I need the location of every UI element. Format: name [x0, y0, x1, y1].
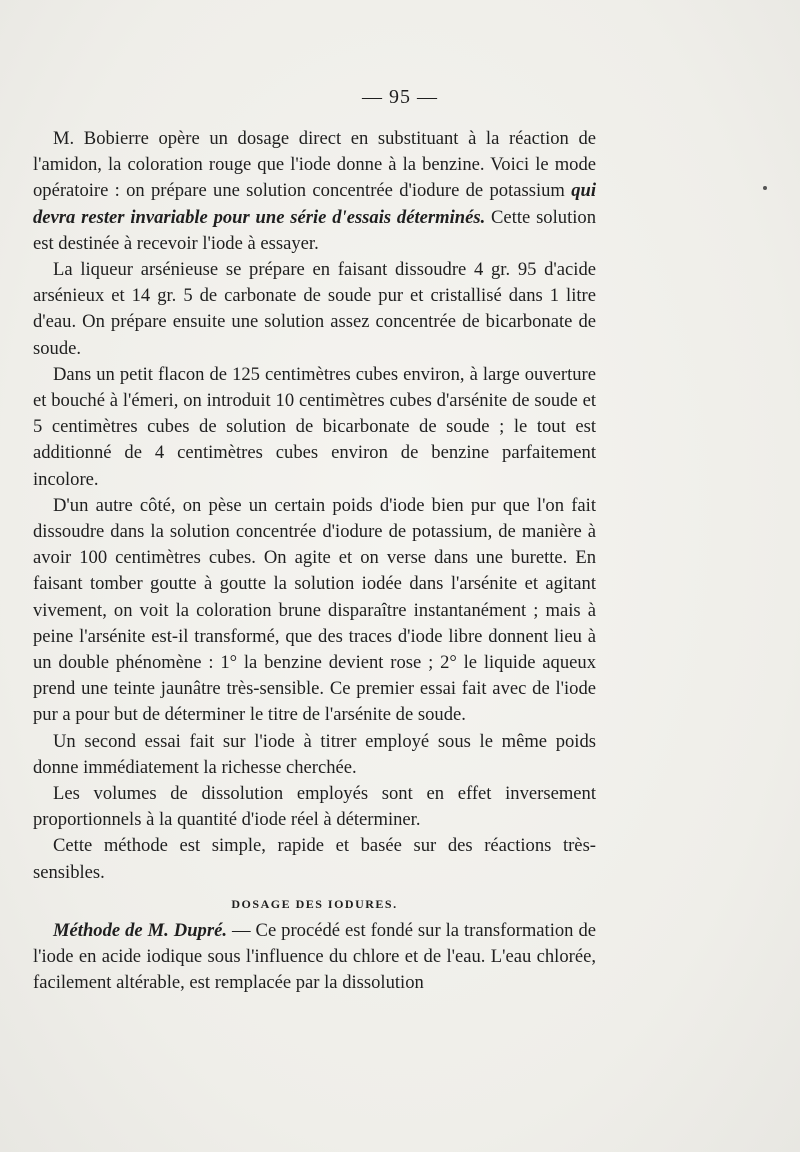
paragraph-3: Dans un petit flacon de 125 centimètres cubes environ, à large ouverture et bouché à l'émeri, on introduit 10 centimètres cubes d'arsénite de soude et 5 centimètres cubes de solution de bicarbonate de soude ; le tout est additionné de 4 centimètres cubes environ de benzine parfaitement incolore.	[33, 363, 596, 490]
paragraph-7: Cette méthode est simple, rapide et basée sur des réactions très-sensibles.	[33, 835, 596, 883]
paragraph-6: Les volumes de dissolution employés sont en effet inversement proportionnels à la quantité d'iode réel à déterminer.	[33, 783, 596, 831]
paragraph-1-emphasis: qui devra rester invariable pour une série d'essais déterminés.	[33, 180, 596, 228]
body-text	[33, 126, 596, 997]
paragraph-8-text: — Ce procédé est fondé sur la transformation de l'iode en acide iodique sous l'influence du chlore et de l'eau. L'eau chlorée, facilement altérable, est remplacée par la dissolution	[33, 919, 596, 994]
paragraph-1-part-1: M. Bobierre opère un dosage direct en substituant à la réaction de l'amidon, la coloration rouge que l'iode donne à la benzine. Voici le mode opératoire : on prépare une solution concentrée d'iodure de potassium	[33, 128, 596, 202]
section-heading: DOSAGE DES IODURES.	[231, 896, 398, 911]
ink-speck	[763, 186, 767, 190]
paragraph-1	[33, 126, 596, 257]
page-number: — 95 —	[362, 86, 438, 108]
paragraph-2: La liqueur arsénieuse se prépare en faisant dissoudre 4 gr. 95 d'acide arsénieux et 14 gr. 5 de carbonate de soude pur et cristallisé dans 1 litre d'eau. On prépare ensuite une solution assez concentrée de bicarbonate de soude.	[33, 259, 596, 359]
method-title: Méthode de M. Dupré.	[53, 919, 227, 941]
paragraph-4: D'un autre côté, on pèse un certain poids d'iode bien pur que l'on fait dissoudre dans la solution concentrée d'iodure de potassium, de manière à avoir 100 centimètres cubes. On agite et on verse dans une burette. En faisant tomber goutte à goutte la solution iodée dans l'arsénite et agitant vivement, on voit la coloration brune disparaître instantanément ; mais à peine l'arsénite est-il transformé, que des traces d'iode libre donnent lieu à un double phénomène : 1° la benzine devient rose ; 2° le liquide aqueux prend une teinte jaunâtre très-sensible. Ce premier essai fait avec de l'iode pur a pour but de déterminer le titre de l'arsénite de soude.	[33, 494, 596, 726]
paragraph-1-part-3: Cette solution est destinée à recevoir l'iode à essayer.	[33, 206, 596, 254]
paragraph-8	[33, 918, 596, 997]
paragraph-5: Un second essai fait sur l'iode à titrer employé sous le même poids donne immédiatement la richesse cherchée.	[33, 730, 596, 778]
